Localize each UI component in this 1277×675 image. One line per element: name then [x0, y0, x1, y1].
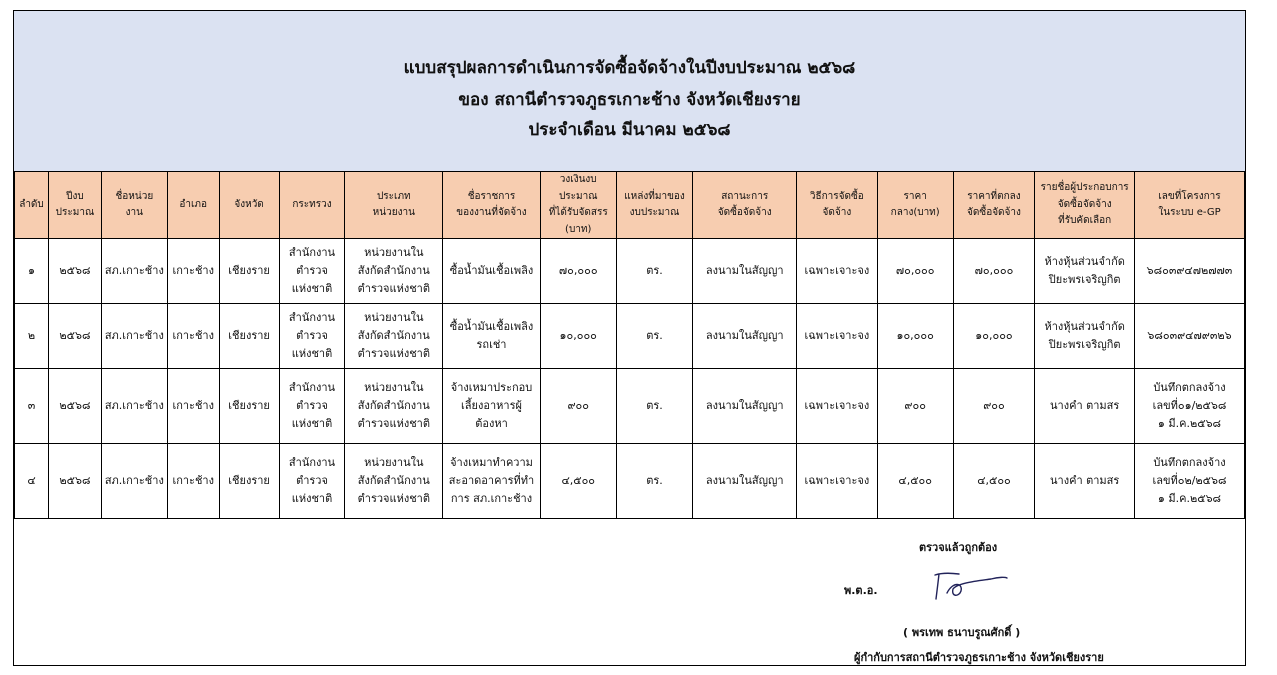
table-row — [15, 304, 1245, 369]
cell-work-name: จ้างเหมาทำความ สะอาดอาคารที่ทำ การ สภ.เกาะช้าง — [443, 444, 541, 519]
cell-method: เฉพาะเจาะจง — [797, 369, 878, 444]
cell-unit: สภ.เกาะช้าง — [101, 239, 167, 304]
cell-year: ๒๕๖๘ — [48, 444, 101, 519]
signature-mark — [929, 571, 1009, 603]
cell-province: เชียงราย — [219, 304, 279, 369]
col-header-province: จังหวัด — [219, 172, 279, 239]
cell-vendor: นางคำ ตามสร — [1035, 444, 1135, 519]
cell-no: ๔ — [15, 444, 49, 519]
rank-label: พ.ต.อ. — [844, 584, 878, 597]
cell-egp: ๖๘๐๓๙๔๗๙๓๒๖ — [1134, 304, 1244, 369]
col-header-ministry: กระทรวง — [279, 172, 345, 239]
cell-median-price: ๗๐,๐๐๐ — [877, 239, 953, 304]
cell-year: ๒๕๖๘ — [48, 304, 101, 369]
cell-agency-type: หน่วยงานใน สังกัดสำนักงาน ตำรวจแห่งชาติ — [345, 444, 443, 519]
signer-position: ผู้กำกับการสถานีตำรวจภูธรเกาะช้าง จังหวัดเชียงราย — [854, 651, 1104, 664]
report-sheet — [13, 10, 1246, 666]
cell-ministry: สำนักงาน ตำรวจ แห่งชาติ — [279, 369, 345, 444]
cell-vendor: ห้างหุ้นส่วนจำกัด ปิยะพรเจริญกิต — [1035, 304, 1135, 369]
cell-source: ตร. — [616, 239, 693, 304]
cell-unit: สภ.เกาะช้าง — [101, 444, 167, 519]
cell-median-price: ๙๐๐ — [877, 369, 953, 444]
col-header-agreed-price: ราคาที่ตกลง จัดซื้อจัดจ้าง — [953, 172, 1035, 239]
cell-work-name: จ้างเหมาประกอบ เลี้ยงอาหารผู้ต้องหา — [443, 369, 541, 444]
cell-agency-type: หน่วยงานใน สังกัดสำนักงาน ตำรวจแห่งชาติ — [345, 369, 443, 444]
cell-egp: ๖๘๐๓๙๔๗๒๗๗๓ — [1134, 239, 1244, 304]
cell-method: เฉพาะเจาะจง — [797, 304, 878, 369]
cell-district: เกาะช้าง — [167, 304, 219, 369]
cell-method: เฉพาะเจาะจง — [797, 239, 878, 304]
col-header-budget: วงเงินงบประมาณ ที่ได้รับจัดสรร (บาท) — [540, 172, 616, 239]
cell-ministry: สำนักงาน ตำรวจ แห่งชาติ — [279, 239, 345, 304]
cell-no: ๓ — [15, 369, 49, 444]
col-header-district: อำเภอ — [167, 172, 219, 239]
col-header-year: ปีงบ ประมาณ — [48, 172, 101, 239]
signature-area — [14, 511, 1245, 666]
cell-budget: ๙๐๐ — [540, 369, 616, 444]
cell-status: ลงนามในสัญญา — [693, 304, 797, 369]
cell-province: เชียงราย — [219, 444, 279, 519]
cell-year: ๒๕๖๘ — [48, 369, 101, 444]
cell-year: ๒๕๖๘ — [48, 239, 101, 304]
report-title-line2: ของ สถานีตำรวจภูธรเกาะช้าง จังหวัดเชียงราย — [458, 90, 801, 110]
cell-budget: ๗๐,๐๐๐ — [540, 239, 616, 304]
col-header-egp: เลขที่โครงการ ในระบบ e-GP — [1134, 172, 1244, 239]
cell-agreed-price: ๗๐,๐๐๐ — [953, 239, 1035, 304]
table-row — [15, 239, 1245, 304]
col-header-work-name: ชื่อราชการ ของงานที่จัดจ้าง — [443, 172, 541, 239]
report-title-line1: แบบสรุปผลการดำเนินการจัดซื้อจัดจ้างในปีงบประมาณ ๒๕๖๘ — [403, 58, 856, 78]
cell-status: ลงนามในสัญญา — [693, 444, 797, 519]
cell-median-price: ๑๐,๐๐๐ — [877, 304, 953, 369]
cell-vendor: ห้างหุ้นส่วนจำกัด ปิยะพรเจริญกิต — [1035, 239, 1135, 304]
cell-ministry: สำนักงาน ตำรวจ แห่งชาติ — [279, 304, 345, 369]
cell-vendor: นางคำ ตามสร — [1035, 369, 1135, 444]
cell-district: เกาะช้าง — [167, 444, 219, 519]
table-row — [15, 444, 1245, 519]
cell-ministry: สำนักงาน ตำรวจ แห่งชาติ — [279, 444, 345, 519]
cell-province: เชียงราย — [219, 239, 279, 304]
cell-source: ตร. — [616, 304, 693, 369]
table-row — [15, 369, 1245, 444]
cell-method: เฉพาะเจาะจง — [797, 444, 878, 519]
cell-egp: บันทึกตกลงจ้าง เลขที่๐๒/๒๕๖๘ ๑ มี.ค.๒๕๖๘ — [1134, 444, 1244, 519]
cell-status: ลงนามในสัญญา — [693, 369, 797, 444]
col-header-median-price: ราคากลาง(บาท) — [877, 172, 953, 239]
cell-district: เกาะช้าง — [167, 239, 219, 304]
cell-province: เชียงราย — [219, 369, 279, 444]
cell-agency-type: หน่วยงานใน สังกัดสำนักงาน ตำรวจแห่งชาติ — [345, 239, 443, 304]
table-header-row — [15, 172, 1245, 239]
report-title-area — [14, 11, 1245, 172]
cell-agreed-price: ๔,๕๐๐ — [953, 444, 1035, 519]
cell-median-price: ๔,๕๐๐ — [877, 444, 953, 519]
cell-unit: สภ.เกาะช้าง — [101, 369, 167, 444]
cell-unit: สภ.เกาะช้าง — [101, 304, 167, 369]
col-header-agency-type: ประเภท หน่วยงาน — [345, 172, 443, 239]
cell-budget: ๔,๕๐๐ — [540, 444, 616, 519]
col-header-vendor: รายชื่อผู้ประกอบการ จัดซื้อจัดจ้าง ที่รับคัดเลือก — [1035, 172, 1135, 239]
cell-no: ๒ — [15, 304, 49, 369]
col-header-unit: ชื่อหน่วย งาน — [101, 172, 167, 239]
procurement-summary-table — [14, 171, 1245, 519]
signer-name: ( พรเทพ ธนาบรูณศักดิ์ ) — [903, 626, 1021, 639]
verified-text: ตรวจแล้วถูกต้อง — [919, 541, 998, 554]
cell-work-name: ซื้อน้ำมันเชื้อเพลิง รถเช่า — [443, 304, 541, 369]
cell-budget: ๑๐,๐๐๐ — [540, 304, 616, 369]
cell-agreed-price: ๙๐๐ — [953, 369, 1035, 444]
cell-district: เกาะช้าง — [167, 369, 219, 444]
col-header-no: ลำดับ — [15, 172, 49, 239]
col-header-source: แหล่งที่มาของ งบประมาณ — [616, 172, 693, 239]
cell-egp: บันทึกตกลงจ้าง เลขที่๐๑/๒๕๖๘ ๑ มี.ค.๒๕๖๘ — [1134, 369, 1244, 444]
cell-source: ตร. — [616, 444, 693, 519]
cell-status: ลงนามในสัญญา — [693, 239, 797, 304]
col-header-method: วิธีการจัดซื้อ จัดจ้าง — [797, 172, 878, 239]
report-title-line3: ประจำเดือน มีนาคม ๒๕๖๘ — [528, 120, 731, 140]
cell-agency-type: หน่วยงานใน สังกัดสำนักงาน ตำรวจแห่งชาติ — [345, 304, 443, 369]
cell-work-name: ซื้อน้ำมันเชื้อเพลิง — [443, 239, 541, 304]
col-header-status: สถานะการ จัดซื้อจัดจ้าง — [693, 172, 797, 239]
cell-no: ๑ — [15, 239, 49, 304]
cell-agreed-price: ๑๐,๐๐๐ — [953, 304, 1035, 369]
cell-source: ตร. — [616, 369, 693, 444]
